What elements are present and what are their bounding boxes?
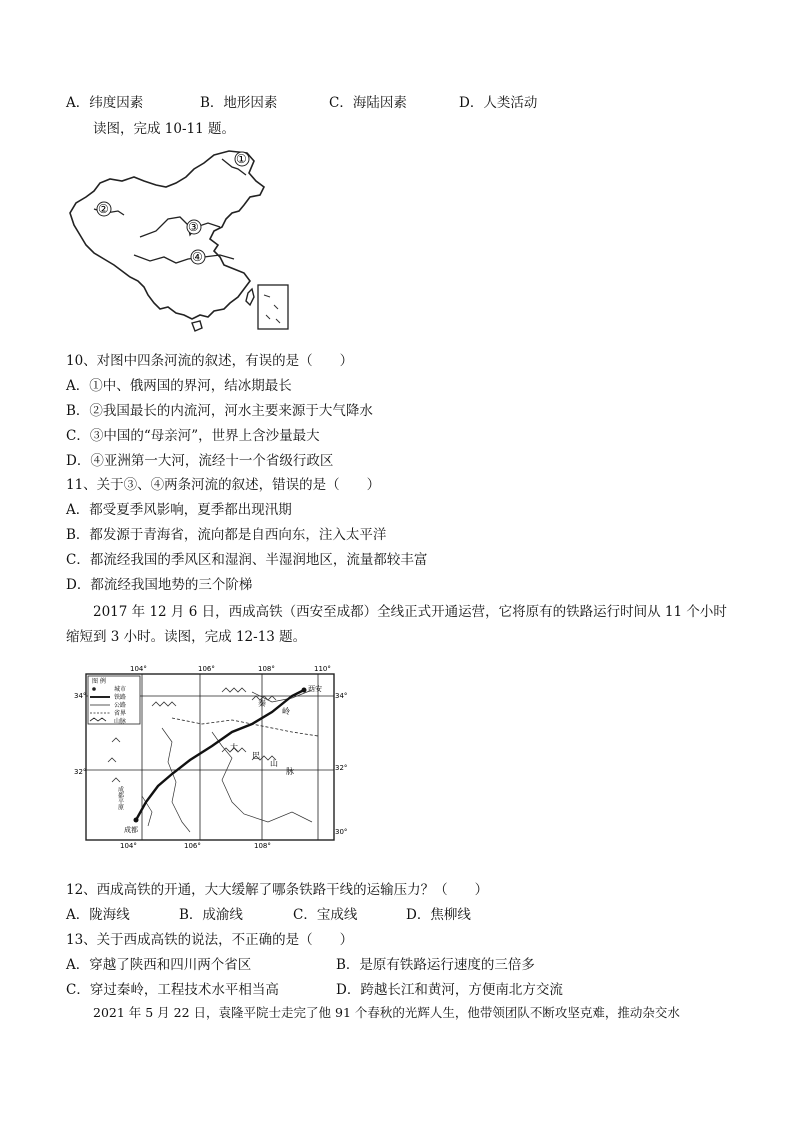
q12-stem: 12、西成高铁的开通，大大缓解了哪条铁路干线的运输压力？（ ）	[66, 882, 489, 898]
city-xian-label: 西安	[308, 685, 322, 693]
label-ba: 巴	[252, 751, 260, 760]
map-label-1: ①	[236, 152, 247, 166]
top-tick-110: 110°	[314, 665, 331, 673]
q11-option-c: C．都流经我国的季风区和湿润、半湿润地区，流量都较丰富	[66, 552, 428, 568]
q10-option-b: B．②我国最长的内流河，河水主要来源于大气降水	[66, 403, 373, 419]
q10-option-d: D．④亚洲第一大河，流经十一个省级行政区	[66, 453, 334, 469]
left-tick-34: 34°	[74, 692, 87, 700]
china-river-map	[64, 147, 294, 337]
right-tick-30: 30°	[335, 828, 348, 836]
label-mai: 脉	[286, 767, 294, 776]
q13-option-b: B．是原有铁路运行速度的三倍多	[336, 957, 535, 973]
q12-options	[66, 903, 471, 923]
q13-option-a: A．穿越了陕西和四川两个省区	[66, 957, 252, 973]
q12-option-d: D．焦柳线	[406, 907, 471, 923]
q12-option-a: A．陇海线	[66, 907, 130, 923]
intro-10-11: 读图，完成 10-11 题。	[93, 121, 236, 137]
top-tick-104: 104°	[130, 665, 147, 673]
map-label-3: ③	[188, 220, 199, 234]
south-sea-inset	[258, 285, 288, 329]
region-chengdu-plain: 成都平原	[116, 786, 124, 810]
q10-option-a: A．①中、俄两国的界河，结冰期最长	[66, 378, 292, 394]
legend-province-border: 省界	[114, 710, 127, 717]
q13-options-row1	[66, 953, 535, 973]
q9-options	[66, 91, 537, 111]
bottom-tick-106: 106°	[184, 842, 201, 850]
hainan-island	[192, 321, 202, 331]
city-xian-dot	[302, 688, 307, 693]
q9-option-b: B．地形因素	[200, 95, 278, 111]
q9-option-d: D．人类活动	[459, 95, 538, 111]
q13-option-d: D．跨越长江和黄河，方便南北方交流	[336, 982, 563, 998]
intro-12-13-line2: 缩短到 3 小时。读图，完成 12-13 题。	[66, 629, 307, 645]
q13-stem: 13、关于西成高铁的说法，不正确的是（ ）	[66, 932, 354, 948]
legend-title: 图 例	[92, 678, 106, 685]
label-da: 大	[230, 743, 238, 752]
label-qin: 秦	[258, 699, 266, 708]
label-ling: 岭	[282, 707, 290, 716]
intro-12-13-line1: 2017 年 12 月 6 日，西成高铁（西安至成都）全线正式开通运营，它将原有的铁路运行时间从 11 个小时	[93, 604, 727, 620]
q11-stem: 11、关于③、④两条河流的叙述，错误的是（ ）	[66, 477, 381, 493]
bottom-tick-104: 104°	[120, 842, 137, 850]
q10-option-c: C．③中国的“母亲河”，世界上含沙量最大	[66, 428, 320, 444]
q13-option-c: C．穿过秦岭，工程技术水平相当高	[66, 982, 279, 998]
legend-mountain: 山脉	[114, 718, 127, 725]
xicheng-railway-map	[72, 662, 352, 852]
q11-option-b: B．都发源于青海省，流向都是自西向东，注入太平洋	[66, 527, 387, 543]
map-label-4: ④	[192, 250, 203, 264]
left-tick-32: 32°	[74, 768, 87, 776]
q9-option-c: C．海陆因素	[329, 95, 407, 111]
top-tick-106: 106°	[198, 665, 215, 673]
q12-option-c: C．宝成线	[293, 907, 358, 923]
q12-option-b: B．成渝线	[179, 907, 243, 923]
intro-yuan-longping: 2021 年 5 月 22 日，袁隆平院士走完了他 91 个春秋的光辉人生，他带领团队不断攻坚克难，推动杂交水	[93, 1005, 680, 1020]
legend-city: 城市	[114, 686, 127, 693]
label-shan: 山	[270, 759, 278, 768]
right-tick-34: 34°	[335, 692, 348, 700]
city-chengdu-dot	[134, 818, 139, 823]
bottom-tick-108: 108°	[254, 842, 271, 850]
yellow-river	[140, 217, 220, 237]
right-tick-32: 32°	[335, 764, 348, 772]
city-chengdu-label: 成都	[124, 826, 138, 834]
map-label-2: ②	[98, 202, 109, 216]
top-tick-108: 108°	[258, 665, 275, 673]
china-outline	[70, 151, 264, 319]
q9-option-a: A．纬度因素	[66, 95, 144, 111]
legend-road: 公路	[114, 702, 127, 709]
q11-option-a: A．都受夏季风影响，夏季都出现汛期	[66, 502, 292, 518]
legend-railway: 铁路	[114, 694, 127, 701]
q13-options-row2	[66, 978, 563, 998]
q11-option-d: D．都流经我国地势的三个阶梯	[66, 577, 253, 593]
q10-stem: 10、对图中四条河流的叙述，有误的是（ ）	[66, 353, 354, 369]
taiwan-island	[246, 289, 254, 305]
